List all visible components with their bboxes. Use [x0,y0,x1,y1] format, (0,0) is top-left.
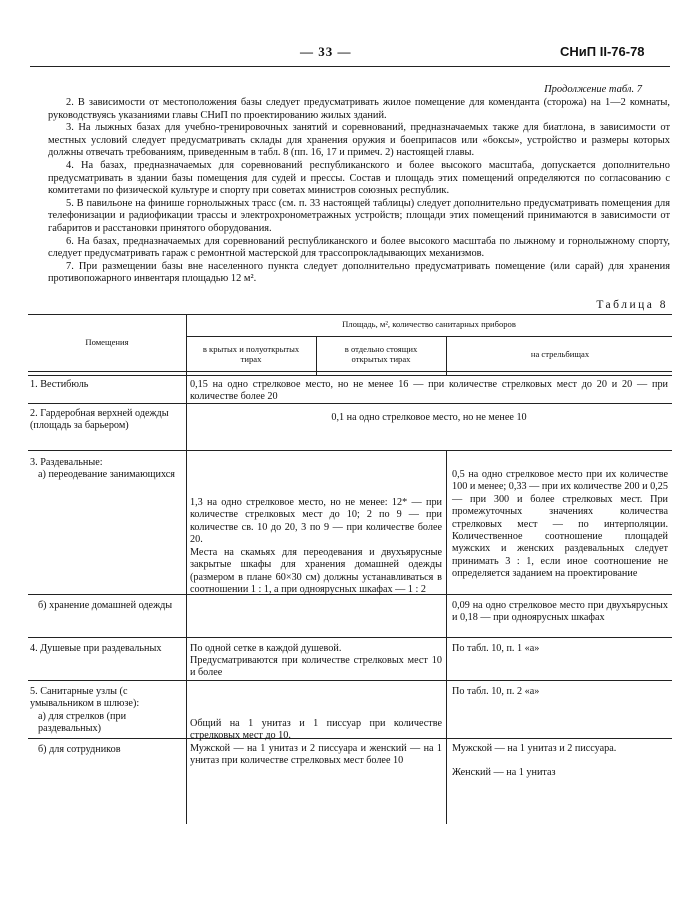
row-label: 3. Раздевальные: [30,457,103,468]
row-value: Предусматриваются при количестве стрелковых мест 10 и более [190,655,442,679]
table-rule [28,637,672,638]
note-paragraph: 3. На лыжных базах для учебно-тренировочных занятий и соревнований, предназначаемых также для биатлона, в зависимости от местных условий следует предусматривать склады для хранения оружия и боеприпасов или «боксы», устройство и размеры которых должны отвечать требованиям, приведенным в табл. 8 (пп. 16, 17 и примеч. 2) настоящей главы. [48,122,670,159]
column-header-ranges: на стрельбищах [530,349,590,359]
note-paragraph: 6. На базах, предназначаемых для соревнований республиканского и более высокого масштаба по лыжному и горнолыжному спорту, следует предусматривать гараж с ремонтной мастерской для трассопрокладывающих механизмов. [48,235,670,260]
column-header-room: Помещения [85,337,129,347]
table-rule [28,314,672,315]
column-header-area: Площадь, м², количество санитарных приборов [342,319,516,329]
row-value: По табл. 10, п. 2 «а» [452,686,540,697]
table-rule [186,336,672,337]
table-rule [186,314,187,824]
row-label: 5. Санитарные узлы (с умывальником в шлюзе): [30,686,140,710]
row-value: Общий на 1 унитаз и 1 писсуар при количестве стрелковых мест до 10. [190,718,442,742]
column-header-covered: в крытых и полуоткрытых тирах [202,344,300,364]
row-value: 0,09 на одно стрелковое место при двухъярусных и 0,18 — при одноярусных шкафах [452,600,668,624]
row-label: а) переодевание занимающихся [38,469,175,480]
note-paragraph: 5. В павильоне на финише горнолыжных трасс (см. п. 33 настоящей таблицы) следует дополнительно предусматривать помещения для телефонизации и радиофикации трассы и электрохронометражных устройств; площади этих помещений принимаются в зависимости от габаритов и расстановки принятого оборудования. [48,197,670,234]
row-value: Мужской — на 1 унитаз и 2 писсуара и женский — на 1 унитаз при количестве стрелковых мест более 10 [190,743,442,767]
notes-text [48,97,670,286]
table-rule [316,336,317,375]
column-header-open: в отдельно стоящих открытых тирах [344,344,418,364]
table-rule [28,375,672,376]
row-label: 2. Гардеробная верхней одежды (площадь за барьером) [30,408,169,432]
row-label: 4. Душевые при раздевальных [30,643,162,654]
row-value: 0,15 на одно стрелковое место, но не менее 16 — при количестве стрелковых мест до 20 и 20 — при количестве более 20 [190,379,668,403]
row-value: 0,1 на одно стрелковое место, но не менее 10 [331,412,527,423]
table-rule [28,371,672,372]
row-label: б) хранение домашней одежды [38,600,173,611]
table-rule [28,680,672,681]
table-8 [28,314,672,824]
row-label: б) для сотрудников [38,744,121,755]
table-rule [446,336,447,375]
document-code: СНиП II-76-78 [560,44,645,59]
note-paragraph: 7. При размещении базы вне населенного пункта следует дополнительно предусматривать помещение (или сарай) для хранения противопожарного инвентаря площадью 12 м². [48,260,670,285]
table-caption: Таблица 8 [596,299,668,311]
row-value: 0,5 на одно стрелковое место при их количестве 100 и менее; 0,33 — при их количестве 200 и 0,25 — при 300 и более стрелковых мест. При промежуточных значениях количества стрелковых мест — по интерполяции. Количественное соотношение площадей мужских и женских раздевальных следует принимать 3 : 1, если иное соотношение не определяется заданием на проектирование [452,469,668,580]
row-value: Места на скамьях для переодевания и двухъярусные закрытые шкафы для хранения домашней одежды (размером в плане 60×30 см) должны устанавливаться в соотношении 1 : 1, а при одноярусных шкафах — 1 : 2 [190,547,442,596]
table-continuation-note: Продолжение табл. 7 [544,84,642,95]
header-rule [30,66,670,67]
row-value: По табл. 10, п. 1 «а» [452,643,540,654]
note-paragraph: 4. На базах, предназначаемых для соревнований республиканского и более высокого масштаба, допускается дополнительно предусматривать в здании базы помещения для судей и прессы. Состав и площадь этих помещений определяются по согласованию с комитетами по физической культуре и спорту при советах министров союзных республик. [48,159,670,197]
table-rule [28,450,672,451]
note-paragraph: 2. В зависимости от местоположения базы следует предусматривать жилое помещение для коменданта (сторожа) на 1—2 комнаты, руководствуясь указаниями главы СНиП по проектированию жилых зданий. [48,97,670,121]
table-rule [446,450,447,824]
row-value: Мужской — на 1 унитаз и 2 писсуара. [452,743,617,754]
row-label: 1. Вестибюль [30,379,89,390]
row-value: Женский — на 1 унитаз [452,767,556,778]
row-label: а) для стрелков (при раздевальных) [38,711,127,735]
page-number: — 33 — [300,44,352,59]
row-value: 1,3 на одно стрелковое место, но не менее: 12* — при количестве стрелковых мест до 10; 2 по 9 — при количестве св. 10 до 20, 3 по 9 — при количестве более 20. [190,497,442,546]
row-value: По одной сетке в каждой душевой. [190,643,342,654]
